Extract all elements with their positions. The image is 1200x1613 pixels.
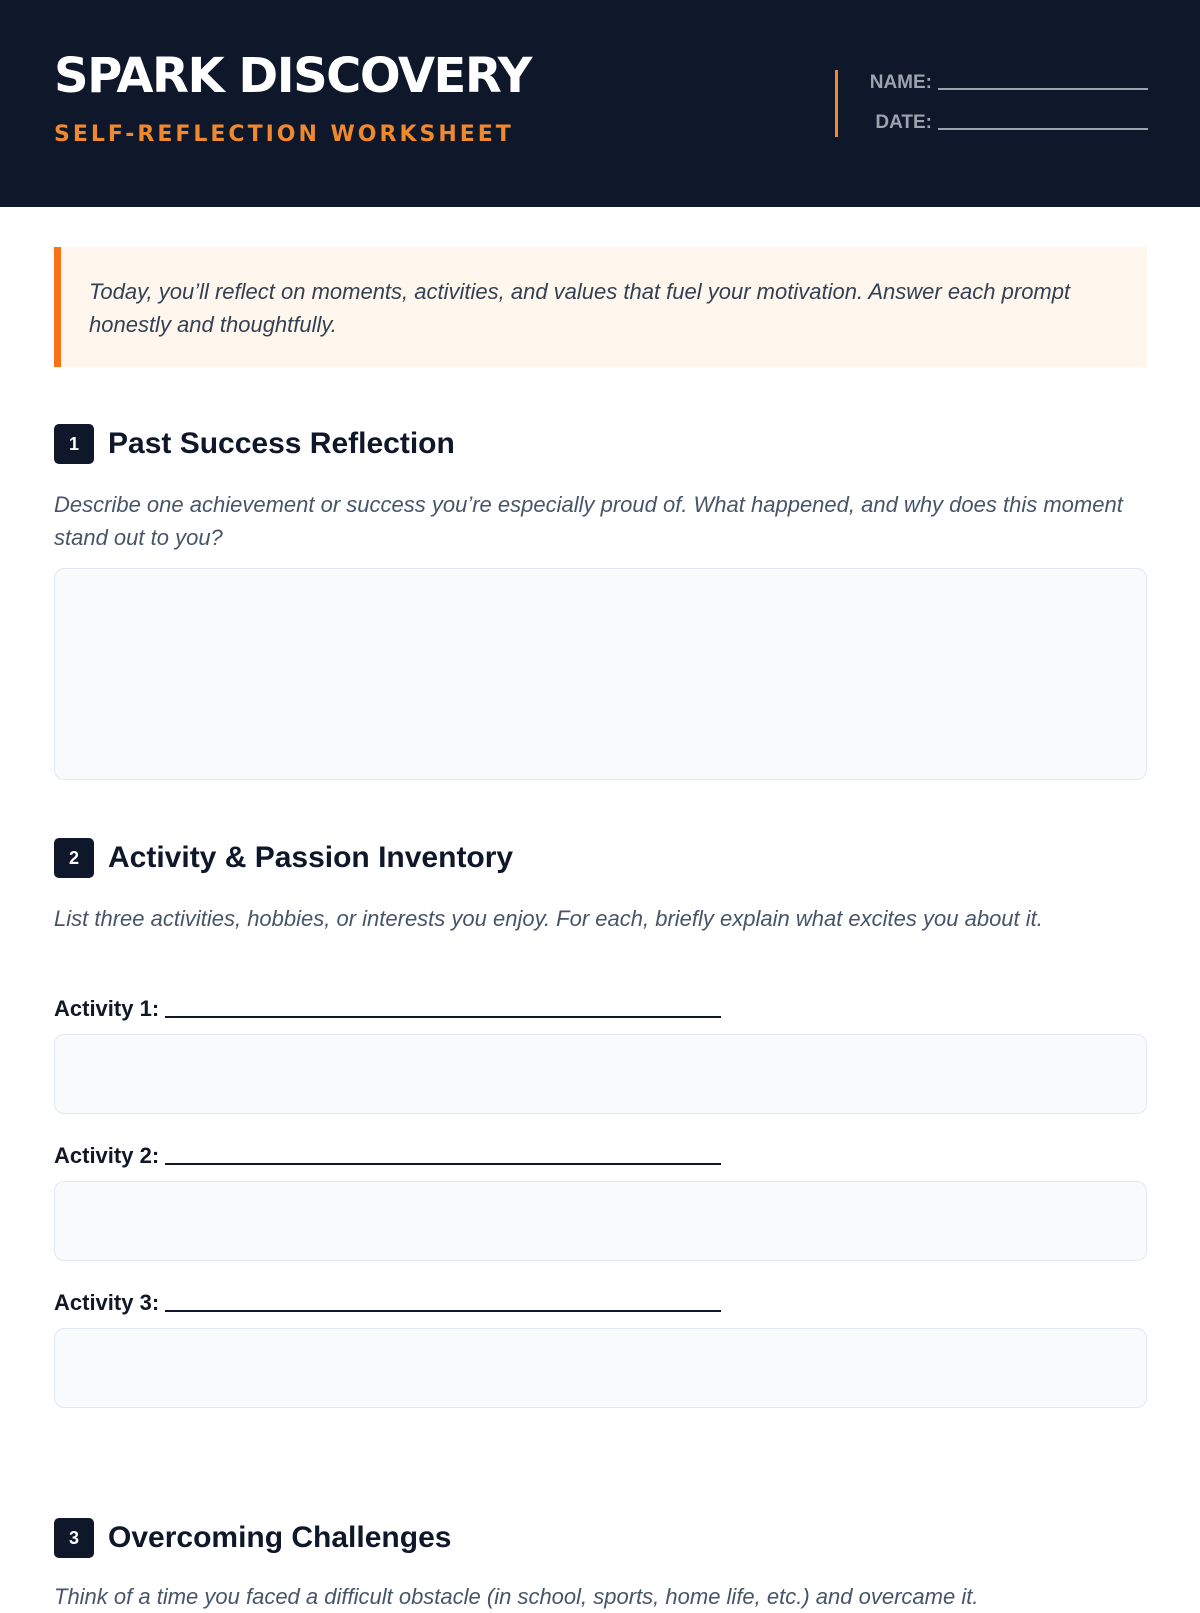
activity-1-label[interactable] (54, 996, 721, 1022)
section-3-prompt: Think of a time you faced a difficult obstacle (in school, sports, home life, etc.) and overcame it. (54, 1584, 979, 1609)
intro-callout: Today, you’ll reflect on moments, activities, and values that fuel your motivation. Answer each prompt honestly and thoughtfully. (54, 247, 1147, 367)
activity-3-line[interactable] (165, 1310, 721, 1312)
section-3-header (54, 1518, 451, 1558)
activity-1-answer-box[interactable] (54, 1034, 1147, 1114)
name-label: NAME: (869, 72, 932, 93)
section-number-badge: 3 (54, 1518, 94, 1558)
name-field[interactable] (870, 72, 1148, 94)
worksheet-header (0, 0, 1200, 207)
activity-label-text: Activity 1: (54, 996, 160, 1021)
worksheet-subtitle: SELF-REFLECTION WORKSHEET (54, 122, 514, 147)
name-line[interactable] (938, 88, 1148, 90)
section-title: Past Success Reflection (108, 427, 455, 460)
activity-label-text: Activity 2: (54, 1143, 160, 1168)
activity-2-answer-box[interactable] (54, 1181, 1147, 1261)
worksheet-title: SPARK DISCOVERY (54, 48, 531, 104)
section-1-header (54, 424, 455, 464)
section-1-answer-box[interactable] (54, 568, 1147, 780)
section-2-header (54, 838, 513, 878)
activity-label-text: Activity 3: (54, 1290, 160, 1315)
section-number-badge: 1 (54, 424, 94, 464)
section-1-prompt: Describe one achievement or success you’re especially proud of. What happened, and why does this moment stand out to you? (54, 492, 1123, 550)
section-2-prompt: List three activities, hobbies, or interests you enjoy. For each, briefly explain what excites you about it. (54, 906, 1043, 931)
section-number-badge: 2 (54, 838, 94, 878)
activity-3-answer-box[interactable] (54, 1328, 1147, 1408)
activity-1-line[interactable] (165, 1016, 721, 1018)
date-label: DATE: (875, 112, 932, 133)
activity-2-line[interactable] (165, 1163, 721, 1165)
header-divider (835, 70, 838, 137)
activity-2-label[interactable] (54, 1143, 721, 1169)
date-field[interactable] (875, 112, 1148, 134)
section-title: Activity & Passion Inventory (108, 841, 514, 874)
section-title: Overcoming Challenges (108, 1521, 452, 1554)
date-line[interactable] (938, 128, 1148, 130)
activity-3-label[interactable] (54, 1290, 721, 1316)
